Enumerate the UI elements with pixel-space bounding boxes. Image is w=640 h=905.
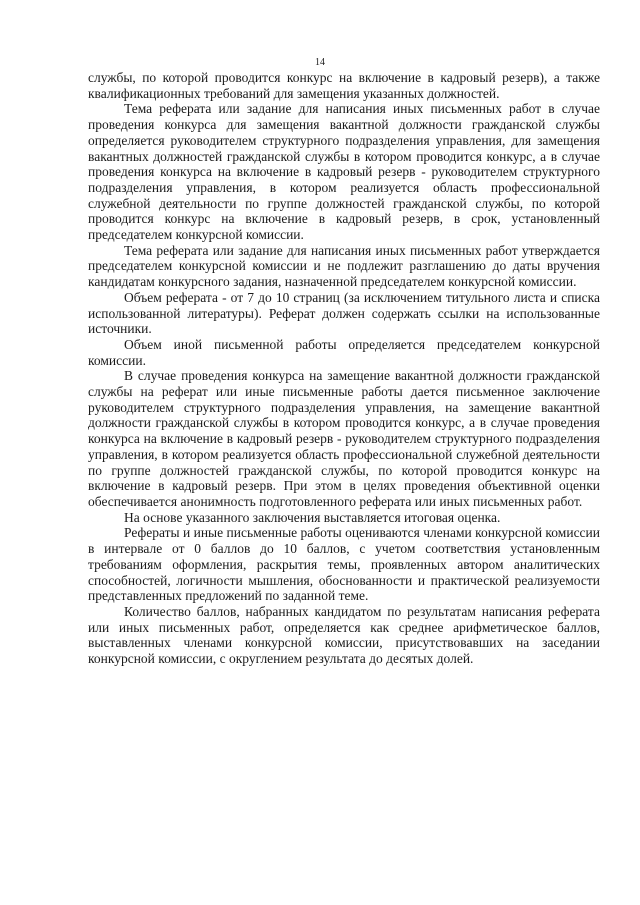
paragraph-5: Объем иной письменной работы определяется председателем конкурсной комиссии.: [88, 336, 600, 368]
paragraph-6: В случае проведения конкурса на замещение вакантной должности гражданской службы на реферат или иные письменные работы дается письменное заключение руководителем структурного подразделения управления, на замещение вакантной должности гражданской службы в котором проводится конкурс, а в случае проведения конкурса на включение в кадровый резерв - руководителем структурного подразделения управления, в котором реализуется область профессиональной служебной деятельности по группе должностей гражданской службы, по которой проводится конкурс на включение в кадровый резерв. При этом в целях проведения объективной оценки обеспечивается анонимность подготовленного реферата или иных письменных работ.: [88, 368, 600, 509]
paragraph-9: Количество баллов, набранных кандидатом по результатам написания реферата или иных письменных работ, определяется как среднее арифметическое баллов, выставленных членами конкурсной комиссии, присутствовавших на заседании конкурсной комиссии, с округлением результата до десятых долей.: [88, 603, 600, 667]
paragraph-7: На основе указанного заключения выставляется итоговая оценка.: [124, 509, 501, 525]
paragraph-4: Объем реферата - от 7 до 10 страниц (за исключением титульного листа и списка использованной литературы). Реферат должен содержать ссылки на использованные источники.: [88, 289, 600, 337]
page-number: 14: [315, 57, 325, 68]
paragraph-8: Рефераты и иные письменные работы оцениваются членами конкурсной комиссии в интервале от 0 баллов до 10 баллов, с учетом соответствия установленным требованиям оформления, раскрытия темы, проявленных автором аналитических способностей, логичности мышления, обоснованности и практической реализуемости представленных предложений по заданной теме.: [88, 525, 600, 604]
document-body: [88, 70, 600, 667]
paragraph-1: службы, по которой проводится конкурс на включение в кадровый резерв), а также квалификационных требований для замещения указанных должностей.: [88, 70, 600, 101]
paragraph-3: Тема реферата или задание для написания иных письменных работ утверждается председателем конкурсной комиссии и не подлежит разглашению до даты вручения кандидатам конкурсного задания, назначенной председателем конкурсной комиссии.: [88, 242, 600, 290]
paragraph-2: Тема реферата или задание для написания иных письменных работ в случае проведения конкурса для замещения вакантной должности гражданской службы определяется руководителем структурного подразделения управления, для замещения вакантных должностей гражданской службы в котором проводится конкурс, а в случае проведения конкурса на включение в кадровый резерв - руководителем структурного подразделения управления, в котором реализуется область профессиональной служебной деятельности по группе должностей гражданской службы, по которой проводится конкурс на включение в кадровый резерв, в срок, установленный председателем конкурсной комиссии.: [88, 101, 600, 243]
